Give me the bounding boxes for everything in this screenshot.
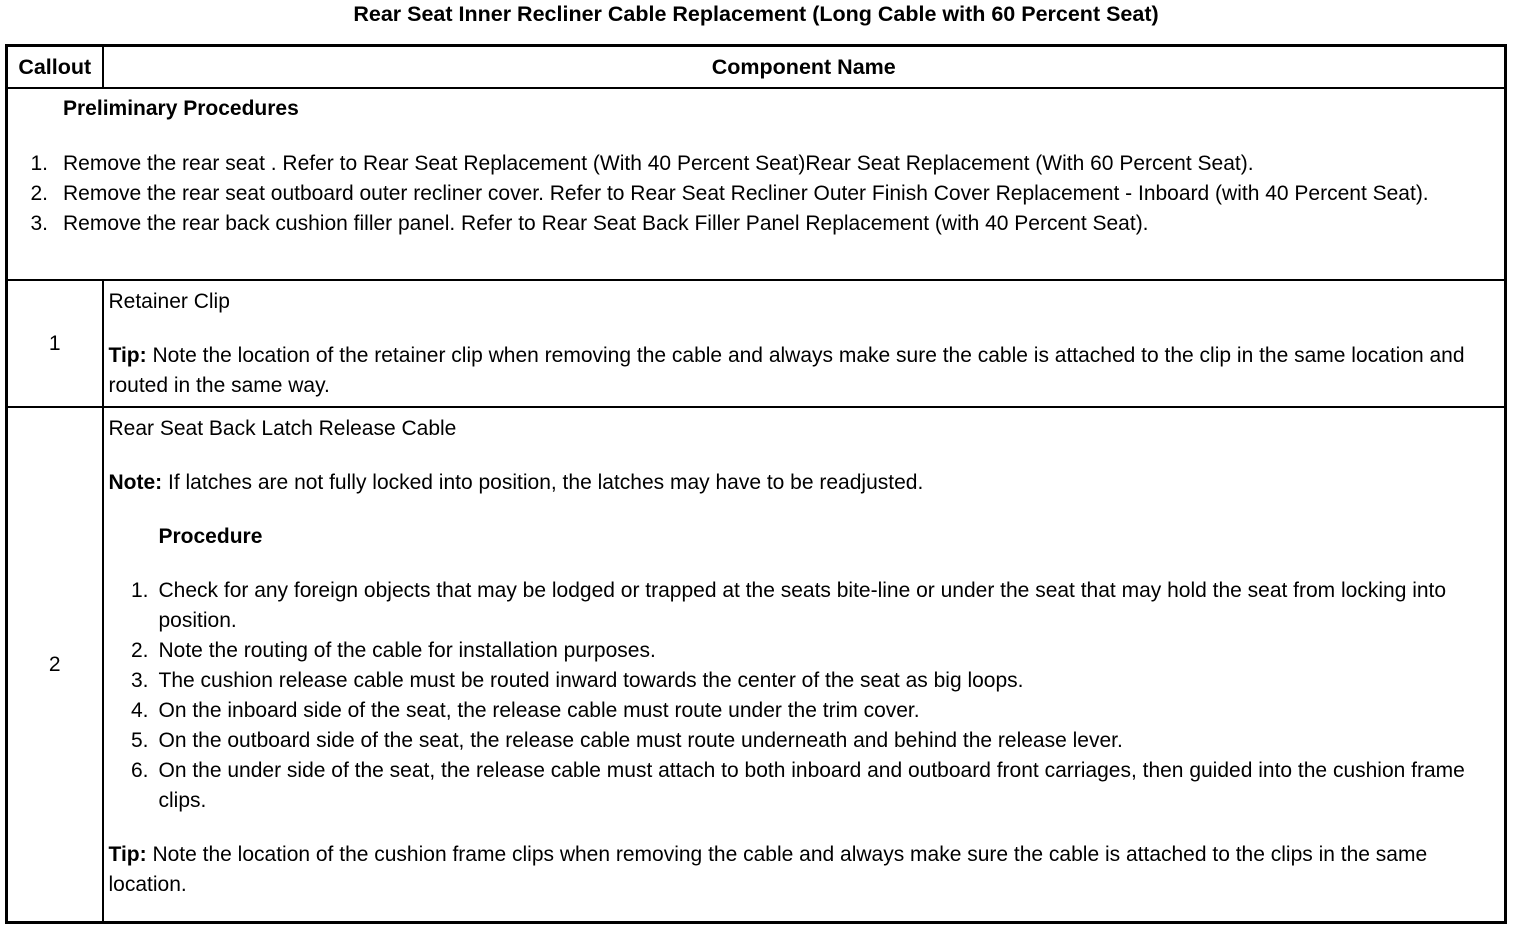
list-item	[8, 149, 1504, 179]
callout-table	[5, 44, 1507, 924]
table-row	[7, 280, 1506, 407]
step-number: 3.	[130, 669, 149, 692]
step-text: Remove the rear back cushion filler panel. Refer to Rear Seat Back Filler Panel Replacement (with 40 Percent Seat).	[63, 212, 1149, 235]
tip-paragraph	[109, 840, 1499, 900]
page-title: Rear Seat Inner Recliner Cable Replacement (Long Cable with 60 Percent Seat)	[353, 2, 1159, 26]
tip-text: Note the location of the cushion frame clips when removing the cable and always make sure the cable is attached to the clips in the same location.	[108, 843, 1428, 896]
list-item	[109, 756, 1499, 816]
component-name: Retainer Clip	[108, 290, 230, 313]
step-text: Check for any foreign objects that may be lodged or trapped at the seats bite-line or under the seat that may hold the seat from locking into position.	[158, 579, 1447, 632]
step-number: 6.	[130, 759, 149, 782]
list-item	[109, 576, 1499, 636]
tip-label: Tip:	[108, 344, 147, 367]
callout-number: 1	[7, 280, 103, 407]
step-number: 2.	[30, 182, 48, 205]
list-item	[109, 726, 1499, 756]
list-item	[109, 696, 1499, 726]
step-number: 5.	[130, 729, 149, 752]
callout-column-header: Callout	[7, 46, 103, 89]
procedure-heading: Procedure	[158, 525, 263, 548]
preliminary-steps-list	[8, 149, 1504, 239]
step-text: The cushion release cable must be routed inward towards the center of the seat as big loops.	[158, 669, 1024, 692]
step-text: Remove the rear seat . Refer to Rear Seat Replacement (With 40 Percent Seat)Rear Seat Replacement (With 60 Percent Seat).	[63, 152, 1254, 175]
component-name: Rear Seat Back Latch Release Cable	[108, 417, 457, 440]
preliminary-row	[7, 88, 1506, 280]
table-row	[7, 407, 1506, 923]
step-text: Note the routing of the cable for installation purposes.	[158, 639, 656, 662]
component-description	[103, 407, 1506, 923]
tip-label: Tip:	[108, 843, 147, 866]
list-item	[109, 666, 1499, 696]
step-number: 2.	[130, 639, 149, 662]
tip-text: Note the location of the retainer clip when removing the cable and always make sure the cable is attached to the clip in the same location and routed in the same way.	[108, 344, 1465, 397]
component-description	[103, 280, 1506, 407]
note-paragraph	[109, 468, 1499, 498]
step-number: 1.	[30, 152, 48, 175]
list-item	[109, 636, 1499, 666]
step-number: 3.	[30, 212, 48, 235]
note-label: Note:	[108, 471, 163, 494]
step-text: Remove the rear seat outboard outer recliner cover. Refer to Rear Seat Recliner Outer Finish Cover Replacement - Inboard (with 40 Percent Seat).	[63, 182, 1429, 205]
table-header-row	[7, 46, 1506, 89]
preliminary-procedures	[7, 88, 1506, 280]
callout-number: 2	[7, 407, 103, 923]
component-name-column-header: Component Name	[103, 46, 1506, 89]
step-number: 1.	[130, 579, 149, 602]
step-number: 4.	[130, 699, 149, 722]
step-text: On the under side of the seat, the release cable must attach to both inboard and outboard front carriages, then guided into the cushion frame clips.	[158, 759, 1465, 812]
step-text: On the outboard side of the seat, the release cable must route underneath and behind the release lever.	[158, 729, 1123, 752]
note-text: If latches are not fully locked into position, the latches may have to be readjusted.	[162, 471, 924, 494]
list-item	[8, 209, 1504, 239]
procedure-steps-list	[109, 576, 1499, 816]
list-item	[8, 179, 1504, 209]
preliminary-heading: Preliminary Procedures	[63, 97, 299, 120]
step-text: On the inboard side of the seat, the release cable must route under the trim cover.	[158, 699, 920, 722]
tip-paragraph	[109, 341, 1499, 401]
